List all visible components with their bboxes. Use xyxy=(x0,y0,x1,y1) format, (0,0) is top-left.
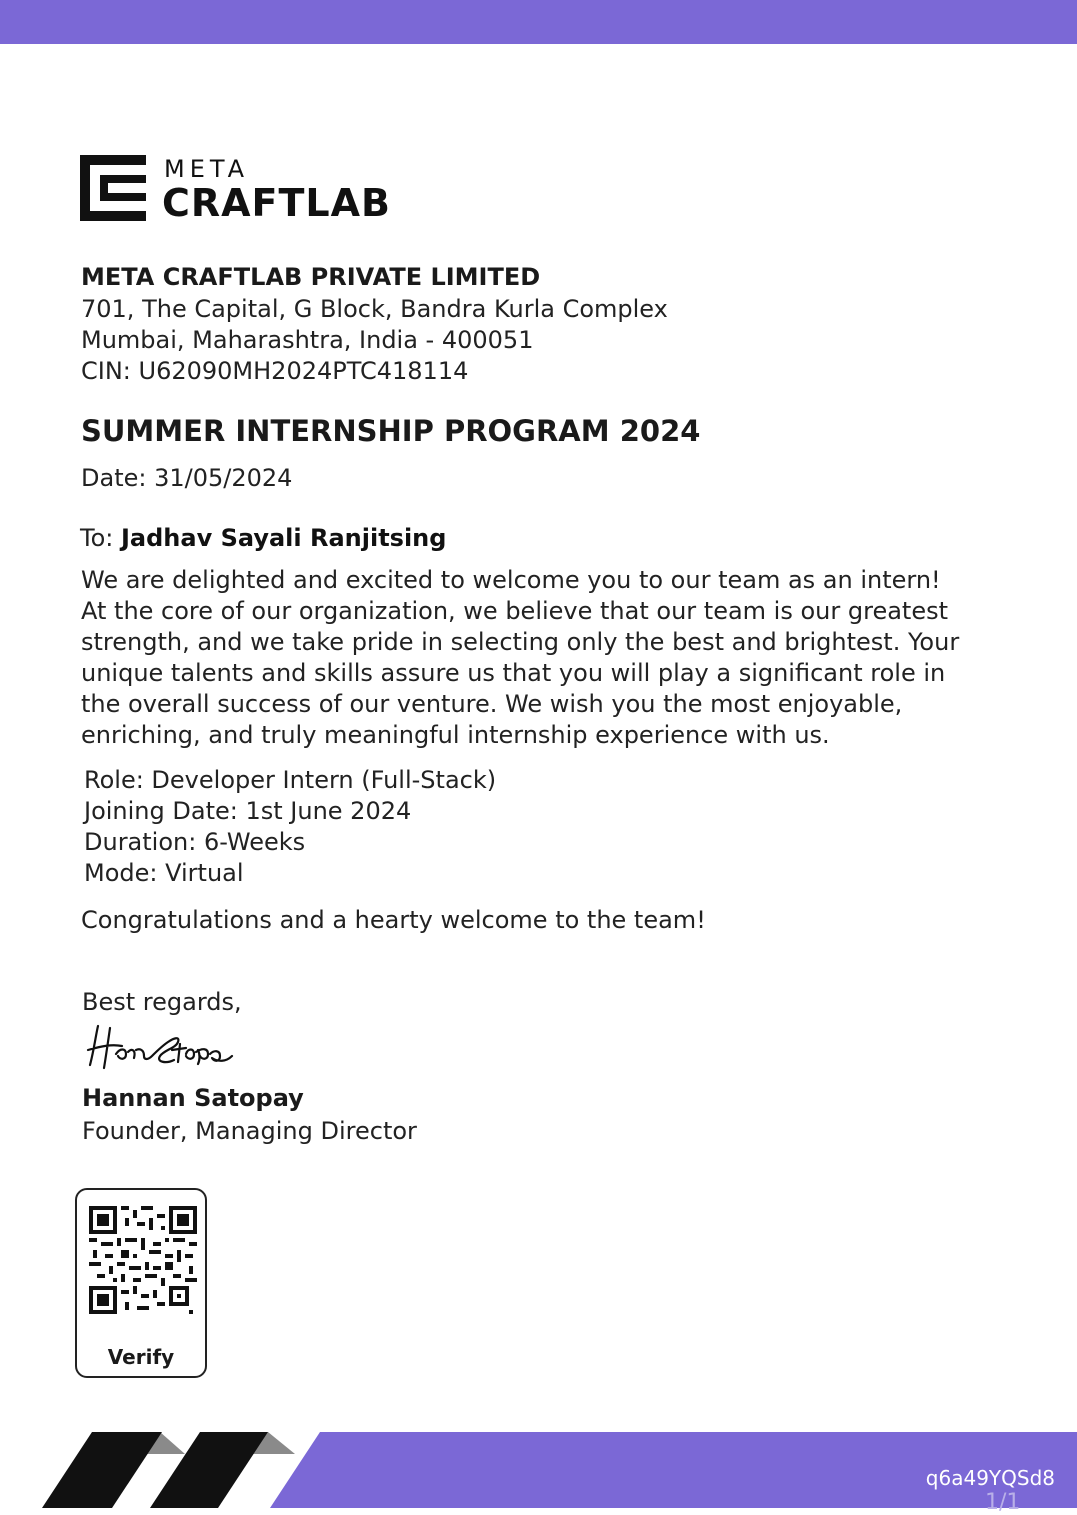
address-line-2: Mumbai, Maharashtra, India - 400051 xyxy=(81,326,534,354)
footer-band xyxy=(0,1432,1077,1508)
company-header xyxy=(81,262,668,387)
regards-line: Best regards, xyxy=(82,988,242,1016)
to-label: To: xyxy=(80,524,114,552)
body-line: We are delighted and excited to welcome you to our team as an intern! xyxy=(81,566,941,594)
detail-mode: Mode: Virtual xyxy=(84,859,244,887)
body-line: enriching, and truly meaningful internship experience with us. xyxy=(81,721,830,749)
verify-label[interactable]: Verify xyxy=(107,1345,175,1369)
detail-joining-date: Joining Date: 1st June 2024 xyxy=(84,797,412,825)
body-line: strength, and we take pride in selecting only the best and brightest. Your xyxy=(81,628,960,656)
internship-details xyxy=(84,765,496,889)
logo-word-meta: META xyxy=(164,155,250,183)
detail-duration: Duration: 6-Weeks xyxy=(84,828,306,856)
verify-card[interactable] xyxy=(75,1188,207,1378)
address-line-1: 701, The Capital, G Block, Bandra Kurla Complex xyxy=(81,295,668,323)
company-name: META CRAFTLAB PRIVATE LIMITED xyxy=(81,263,541,291)
qr-code-icon[interactable] xyxy=(89,1206,197,1314)
signature-icon xyxy=(82,1020,242,1075)
detail-role: Role: Developer Intern (Full-Stack) xyxy=(84,766,497,794)
signer-name: Hannan Satopay xyxy=(82,1084,304,1112)
recipient-line xyxy=(80,524,446,552)
program-title: SUMMER INTERNSHIP PROGRAM 2024 xyxy=(81,414,701,448)
body-line: the overall success of our venture. We wish you the most enjoyable, xyxy=(81,690,903,718)
company-cin: CIN: U62090MH2024PTC418114 xyxy=(81,357,469,385)
body-line: unique talents and skills assure us that you will play a significant role in xyxy=(81,659,946,687)
top-accent-bar xyxy=(0,0,1077,44)
body-line: At the core of our organization, we believe that our team is our greatest xyxy=(81,597,948,625)
logo-word-craftlab: CRAFTLAB xyxy=(162,181,392,225)
document-code: q6a49YQSd8 xyxy=(925,1466,1055,1490)
craftlab-logo-mark-icon xyxy=(80,155,146,221)
page-number: 1/1 xyxy=(985,1490,1021,1515)
welcome-paragraph xyxy=(81,565,1031,751)
recipient-name: Jadhav Sayali Ranjitsing xyxy=(121,524,447,552)
letter-date: Date: 31/05/2024 xyxy=(81,464,293,492)
signer-title: Founder, Managing Director xyxy=(82,1117,417,1145)
closing-line: Congratulations and a hearty welcome to the team! xyxy=(81,906,706,934)
